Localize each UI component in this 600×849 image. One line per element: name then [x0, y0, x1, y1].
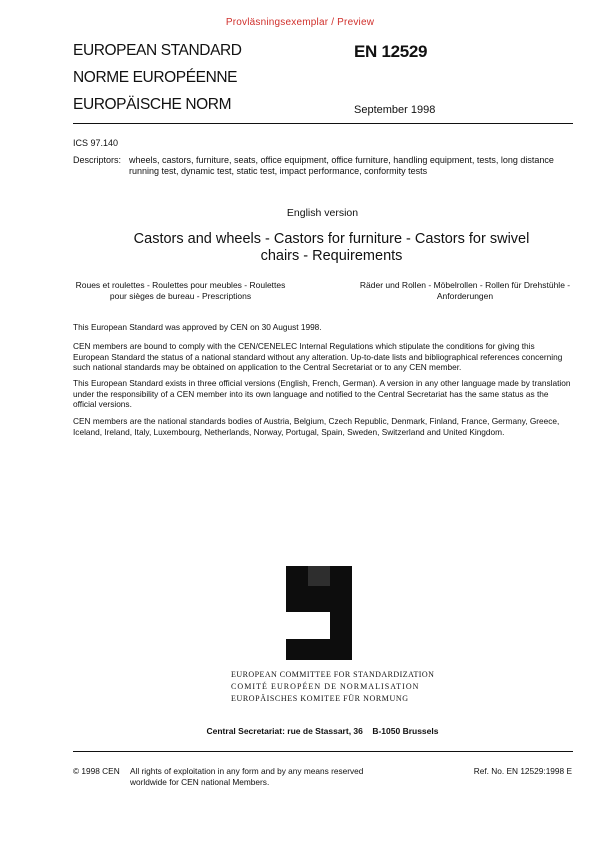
rights-notice: All rights of exploitation in any form and by any means reserved worldwide for CEN national Members. [130, 766, 364, 787]
publication-date: September 1998 [354, 104, 436, 116]
standard-title-en: EUROPEAN STANDARD [73, 42, 242, 59]
reference-number: Ref. No. EN 12529:1998 E [473, 766, 572, 776]
cen-logo [286, 566, 352, 660]
cen-name-de: EUROPÄISCHES KOMITEE FÜR NORMUNG [231, 694, 409, 703]
cen-name-en: EUROPEAN COMMITTEE FOR STANDARDIZATION [231, 670, 435, 679]
title-german: Räder und Rollen - Möbelrollen - Rollen für Drehstühle - Anforderungen [359, 280, 571, 301]
central-secretariat-address: Central Secretariat: rue de Stassart, 36 B-1050 Brussels [206, 726, 439, 736]
descriptors-text: wheels, castors, furniture, seats, office equipment, office furniture, handling equipment, tests, long distance running test, dynamic test, static test, impact performance, conformity tests [129, 155, 554, 176]
descriptors-label: Descriptors: [73, 155, 122, 165]
members-paragraph: CEN members are the national standards bodies of Austria, Belgium, Czech Republic, Denmark, Finland, France, Germany, Greece, Iceland, Ireland, Italy, Luxembourg, Netherlands, Norway, Portugal, Spain, Sweden, Switzerland and United Kingdom. [73, 416, 560, 437]
versions-paragraph: This European Standard exists in three official versions (English, French, German). A version in any other language made by translation under the responsibility of a CEN member into its own language and notified to the Central Secretariat has the same status as the official versions. [73, 378, 571, 409]
title-french: Roues et roulettes - Roulettes pour meubles - Roulettes pour sièges de bureau - Prescriptions [75, 280, 286, 301]
document-title: Castors and wheels - Castors for furniture - Castors for swivel chairs - Requirements [133, 231, 530, 264]
bottom-divider [73, 751, 573, 752]
standard-number: EN 12529 [354, 42, 428, 61]
standard-title-de: EUROPÄISCHE NORM [73, 96, 232, 113]
top-divider [73, 123, 573, 124]
regulations-paragraph: CEN members are bound to comply with the CEN/CENELEC Internal Regulations which stipulate the conditions for giving this European Standard the status of a national standard without any alteration. Up-to-date lists and bibliographical references concerning such national standards may be obtained on application to the Central Secretariat or to any CEN member. [73, 341, 563, 372]
preview-banner: Provläsningsexemplar / Preview [225, 17, 375, 28]
standard-title-fr: NORME EUROPÉENNE [73, 69, 238, 86]
ics-code: ICS 97.140 [73, 138, 119, 148]
cen-name-fr: COMITÉ EUROPÉEN DE NORMALISATION [231, 682, 420, 691]
version-label: English version [286, 207, 359, 219]
copyright: © 1998 CEN [73, 766, 120, 776]
approval-paragraph: This European Standard was approved by CEN on 30 August 1998. [73, 322, 322, 332]
